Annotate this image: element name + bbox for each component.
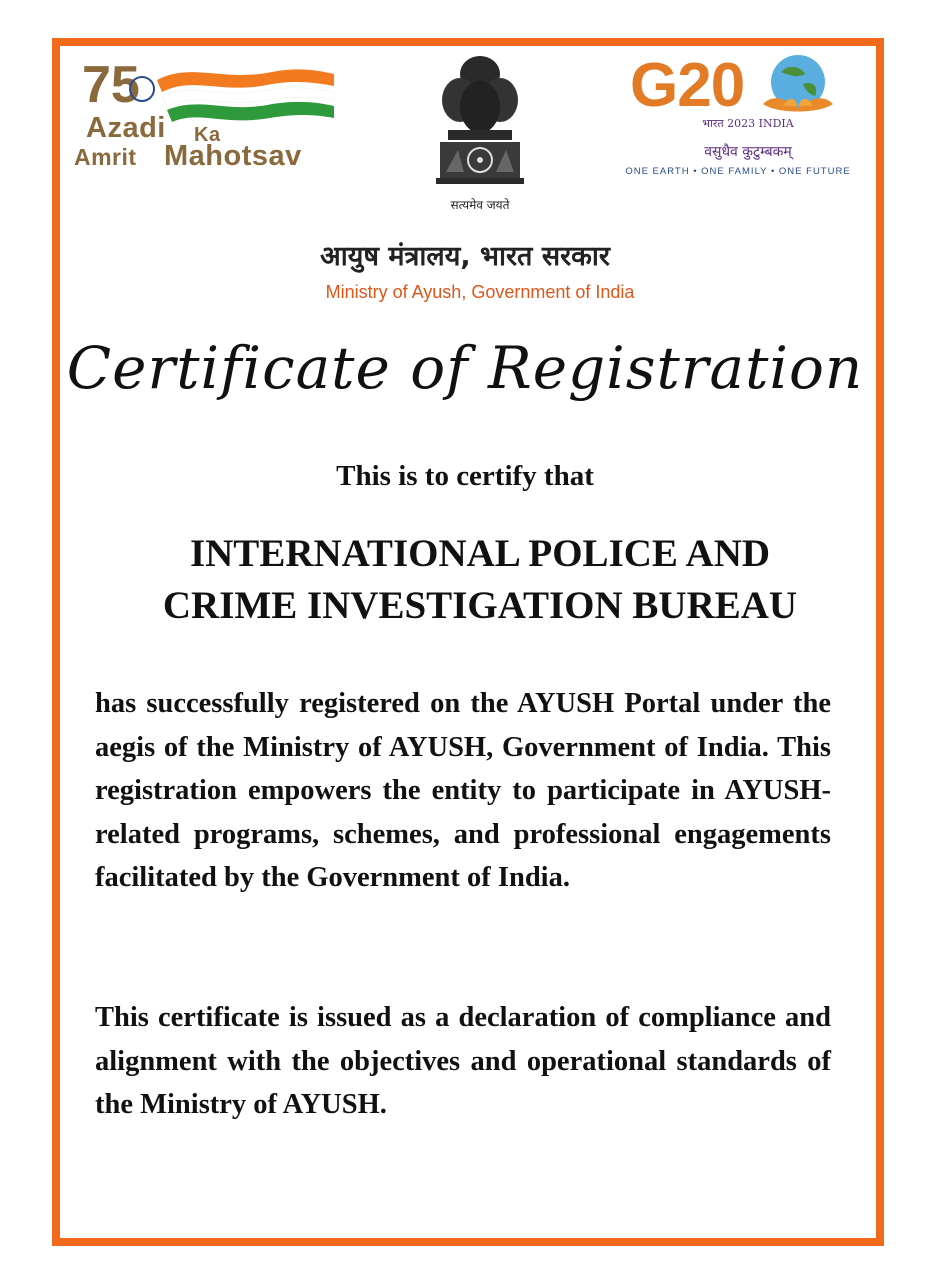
logo-amrit: Amrit — [74, 144, 137, 170]
g20-logo — [608, 50, 868, 180]
azadi-ka-amrit-mahotsav-logo — [72, 52, 342, 177]
certificate-title: Certificate of Registration — [66, 334, 864, 402]
g20-tagline: ONE EARTH • ONE FAMILY • ONE FUTURE — [625, 166, 851, 177]
logo-azadi: Azadi — [86, 112, 166, 144]
lion-capital-icon — [430, 52, 530, 192]
ministry-name-english: Ministry of Ayush, Government of India — [325, 282, 635, 302]
logo-number: 75 — [82, 56, 140, 114]
g20-subtitle: भारत 2023 INDIA — [702, 117, 794, 130]
logo-mahotsav: Mahotsav — [164, 140, 302, 172]
entity-name-line1: INTERNATIONAL POLICE AND — [189, 532, 771, 575]
entity-name-line2: CRIME INVESTIGATION BUREAU — [162, 584, 798, 627]
entity-name — [120, 528, 840, 632]
g20-sanskrit-motto: वसुधैव कुटुम्बकम् — [704, 144, 792, 160]
certify-intro: This is to certify that — [336, 460, 594, 492]
declaration-paragraph: This certificate is issued as a declaration of compliance and alignment with the objectives and operational standards of the Ministry of AYUSH. — [95, 1002, 831, 1120]
national-emblem — [430, 52, 530, 217]
emblem-motto: सत्यमेव जयते — [450, 198, 510, 212]
registration-paragraph: has successfully registered on the AYUSH Portal under the aegis of the Ministry of AYUSH, Government of India. This registration empowers the entity to participate in AYUSH-related programs, schemes, and professional engagements facilitated by the Government of India. — [95, 688, 831, 893]
logo-ka: Ka — [194, 124, 221, 146]
g20-wordmark: G20 — [630, 51, 745, 120]
ministry-name-hindi: आयुष मंत्रालय, भारत सरकार — [320, 241, 610, 272]
lotus-globe-icon — [753, 52, 843, 122]
